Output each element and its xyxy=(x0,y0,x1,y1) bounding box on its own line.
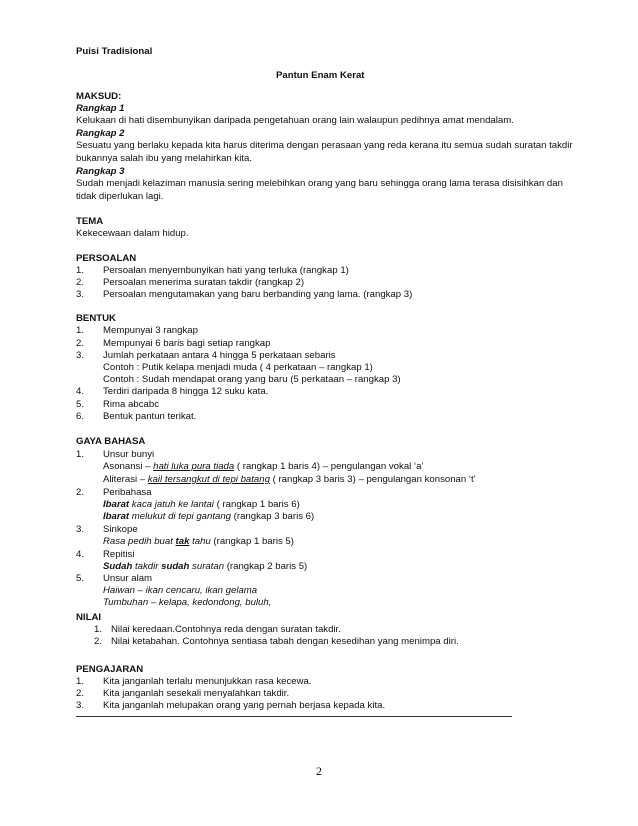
item-number: 2. xyxy=(76,338,85,349)
sinkope-ref: (rangkap 1 baris 5) xyxy=(210,536,294,547)
section-heading-maksud: MAKSUD: xyxy=(76,91,122,102)
item-number: 1. xyxy=(94,624,103,635)
rangkap-1-label: Rangkap 1 xyxy=(76,103,125,114)
rangkap-2-text-line2: bukannya salah ibu yang melahirkan kita. xyxy=(76,153,252,164)
peribahasa-keyword: Ibarat xyxy=(103,499,130,510)
item-label: Sinkope xyxy=(103,524,138,535)
item-text: Mempunyai 6 baris bagi setiap rangkap xyxy=(103,338,271,349)
rangkap-3-label: Rangkap 3 xyxy=(76,166,125,177)
item-number: 2. xyxy=(76,277,85,288)
item-text: Kita janganlah sesekali menyalahkan takdir. xyxy=(103,688,290,699)
item-label: Unsur alam xyxy=(103,573,153,584)
item-number: 2. xyxy=(94,636,103,647)
page-number: 2 xyxy=(316,764,322,778)
item-text: Persoalan mengutamakan yang baru berbanding yang lama. (rangkap 3) xyxy=(103,289,413,300)
peribahasa-keyword: Ibarat xyxy=(103,511,130,522)
sinkope-example xyxy=(103,536,294,547)
item-label: Unsur bunyi xyxy=(103,449,155,460)
item-text: Bentuk pantun terikat. xyxy=(103,411,197,422)
repitisi-example xyxy=(103,561,307,572)
item-number: 3. xyxy=(76,350,85,361)
rangkap-3-text-line1: Sudah menjadi kelaziman manusia sering melebihkan orang yang baru sehingga orang lama terasa disisihkan dan xyxy=(76,178,563,189)
item-text: Terdiri daripada 8 hingga 12 suku kata. xyxy=(103,386,269,397)
peribahasa-phrase: kaca jatuh ke lantai xyxy=(129,499,214,510)
item-text: Persoalan menyembunyikan hati yang terluka (rangkap 1) xyxy=(103,265,349,276)
sinkope-phrase-end: tahu xyxy=(189,536,211,547)
horizontal-divider xyxy=(76,716,512,717)
asonansi-example: hati luka pura tiada xyxy=(153,461,235,472)
item-text: Kita janganlah melupakan orang yang pernah berjasa kepada kita. xyxy=(103,700,386,711)
tema-text: Kekecewaan dalam hidup. xyxy=(76,228,189,239)
section-heading-pengajaran: PENGAJARAN xyxy=(76,664,144,675)
section-heading-gaya-bahasa: GAYA BAHASA xyxy=(76,436,146,447)
repitisi-phrase: takdir xyxy=(132,561,162,572)
peribahasa-example xyxy=(103,499,300,510)
repitisi-phrase: suratan xyxy=(189,561,225,572)
aliterasi-example: kail tersangkut di tepi batang xyxy=(147,474,270,485)
peribahasa-ref: (rangkap 3 baris 6) xyxy=(231,511,315,522)
item-number: 1. xyxy=(76,676,85,687)
aliterasi-prefix: Aliterasi – xyxy=(103,474,148,485)
item-text: Nilai ketabahan. Contohnya sentiasa tabah dengan kesedihan yang menimpa diri. xyxy=(111,636,459,647)
document-header: Puisi Tradisional xyxy=(76,46,153,57)
contoh-line: Contoh : Sudah mendapat orang yang baru (5 perkataan – rangkap 3) xyxy=(103,374,401,385)
repitisi-keyword: sudah xyxy=(161,561,190,572)
item-number: 6. xyxy=(76,411,85,422)
asonansi-prefix: Asonansi – xyxy=(103,461,154,472)
repitisi-keyword: Sudah xyxy=(103,561,133,572)
item-text: Jumlah perkataan antara 4 hingga 5 perkataan sebaris xyxy=(103,350,336,361)
item-number: 3. xyxy=(76,700,85,711)
page-title: Pantun Enam Kerat xyxy=(276,70,365,81)
item-label: Peribahasa xyxy=(103,487,152,498)
section-heading-bentuk: BENTUK xyxy=(76,313,116,324)
item-text: Persoalan menerima suratan takdir (rangkap 2) xyxy=(103,277,305,288)
item-number: 1. xyxy=(76,325,85,336)
aliterasi-note: ( rangkap 3 baris 3) – pengulangan konsonan ‘t’ xyxy=(269,474,476,485)
unsur-alam-tumbuhan: Tumbuhan – kelapa, kedondong, buluh, xyxy=(103,597,272,608)
item-number: 2. xyxy=(76,487,85,498)
rangkap-2-label: Rangkap 2 xyxy=(76,128,125,139)
repitisi-ref: (rangkap 2 baris 5) xyxy=(224,561,308,572)
aliterasi-line xyxy=(103,474,476,485)
item-text: Nilai keredaan.Contohnya reda dengan suratan takdir. xyxy=(111,624,341,635)
item-text: Rima abcabc xyxy=(103,399,159,410)
item-label: Repitisi xyxy=(103,549,135,560)
peribahasa-phrase: melukut di tepi gantang xyxy=(129,511,232,522)
item-number: 2. xyxy=(76,688,85,699)
asonansi-note: ( rangkap 1 baris 4) – pengulangan vokal ‘a’ xyxy=(234,461,424,472)
item-text: Mempunyai 3 rangkap xyxy=(103,325,198,336)
rangkap-1-text: Kelukaan di hati disembunyikan daripada pengetahuan orang lain walaupun pedihnya amat mendalam. xyxy=(76,115,514,126)
item-number: 4. xyxy=(76,386,85,397)
section-heading-persoalan: PERSOALAN xyxy=(76,253,137,264)
item-number: 3. xyxy=(76,289,85,300)
peribahasa-ref: ( rangkap 1 baris 6) xyxy=(213,499,300,510)
item-number: 5. xyxy=(76,573,85,584)
item-number: 4. xyxy=(76,549,85,560)
unsur-alam-haiwan: Haiwan – ikan cencaru, ikan gelama xyxy=(103,585,258,596)
section-heading-tema: TEMA xyxy=(76,216,104,227)
item-number: 1. xyxy=(76,265,85,276)
item-number: 3. xyxy=(76,524,85,535)
asonansi-line xyxy=(103,461,424,472)
rangkap-3-text-line2: tidak diperlukan lagi. xyxy=(76,191,164,202)
rangkap-2-text-line1: Sesuatu yang berlaku kepada kita harus diterima dengan perasaan yang reda kerana itu semua sudah suratan takdir xyxy=(76,140,573,151)
peribahasa-example xyxy=(103,511,314,522)
contoh-line: Contoh : Putik kelapa menjadi muda ( 4 perkataan – rangkap 1) xyxy=(103,362,373,373)
item-number: 1. xyxy=(76,449,85,460)
sinkope-phrase: Rasa pedih buat xyxy=(103,536,176,547)
sinkope-keyword: tak xyxy=(175,536,190,547)
item-number: 5. xyxy=(76,399,85,410)
item-text: Kita janganlah terlalu menunjukkan rasa kecewa. xyxy=(103,676,312,687)
section-heading-nilai: NILAI xyxy=(76,612,102,623)
